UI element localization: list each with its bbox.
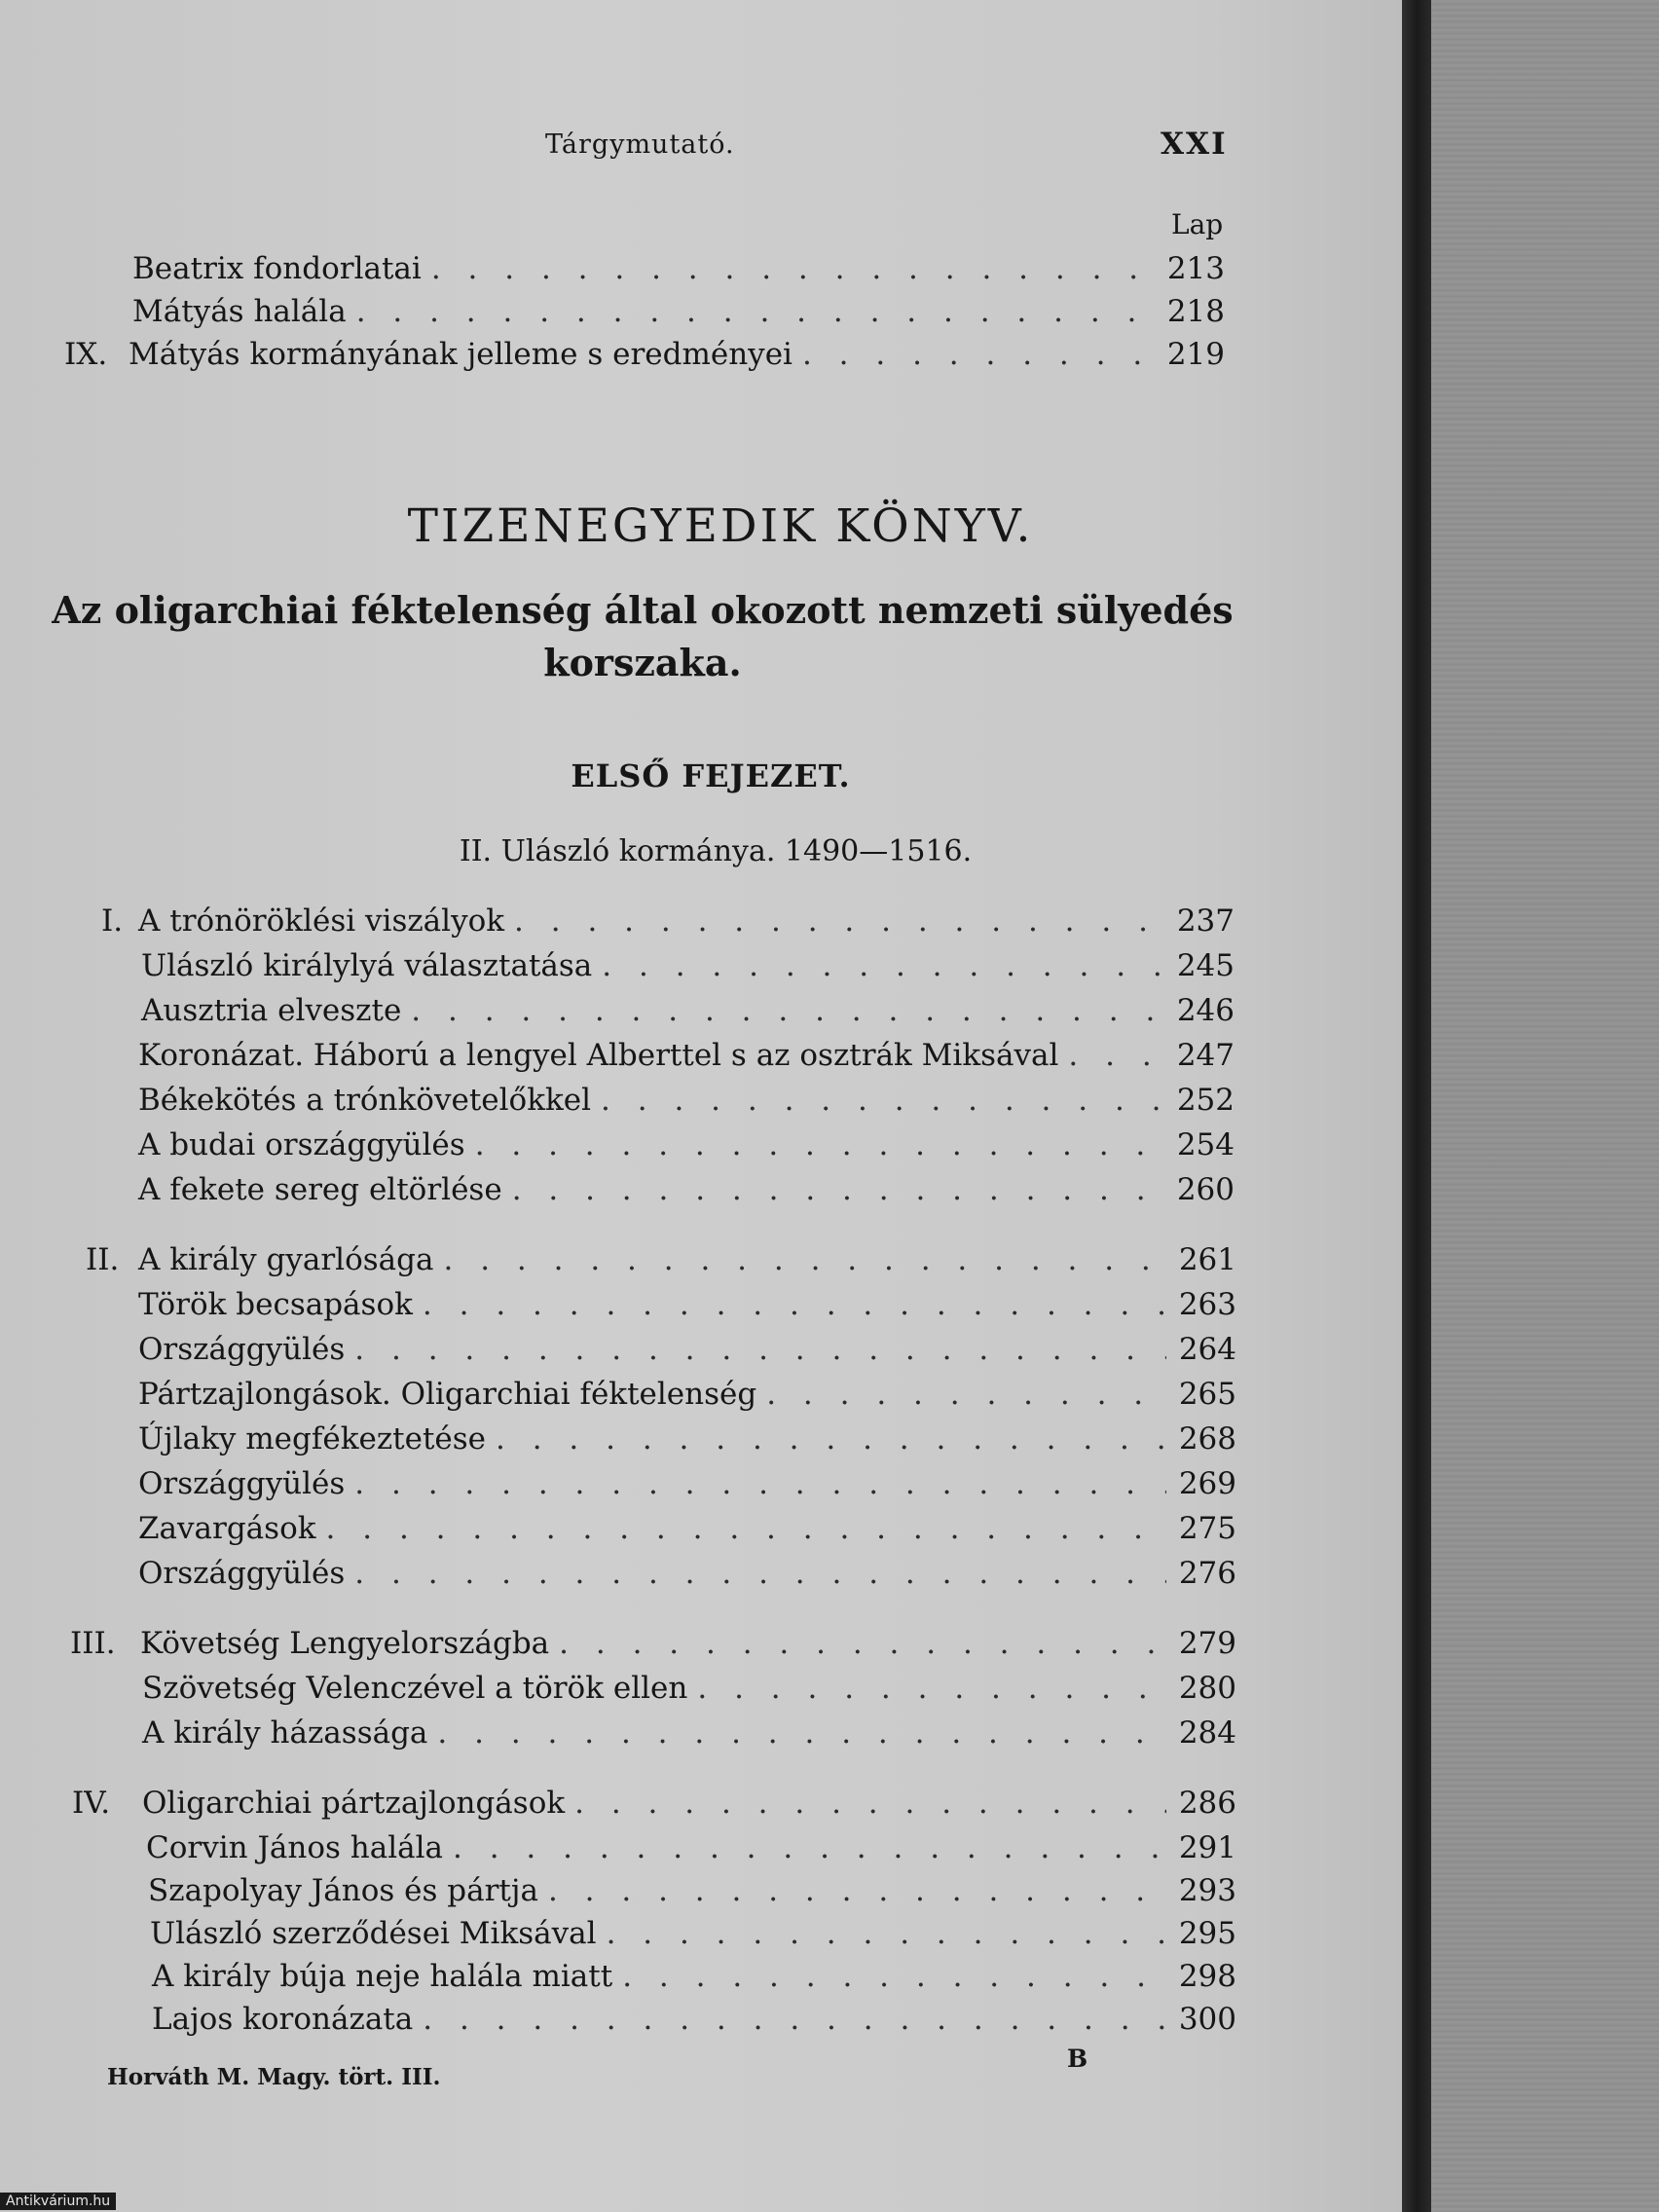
toc-entry-page: 265 xyxy=(1178,1377,1236,1412)
book-subtitle: Az oligarchiai féktelenség által okozott nemzeti sülyedés korszaka. xyxy=(52,588,1234,684)
section-heading: II. Ulászló kormánya. 1490—1516. xyxy=(459,834,973,868)
toc-entry-number: I. xyxy=(101,903,124,939)
toc-entry-page: 247 xyxy=(1176,1038,1235,1073)
watermark: Antikvárium.hu xyxy=(0,2193,116,2210)
leader-dots xyxy=(766,1377,1166,1412)
toc-entry xyxy=(146,1830,1236,1873)
toc-entry-label: Országgyülés xyxy=(138,1466,346,1501)
toc-entry xyxy=(138,1511,1236,1554)
leader-dots xyxy=(423,2002,1166,2037)
toc-entry-page: 275 xyxy=(1178,1511,1236,1546)
leader-dots xyxy=(602,948,1164,983)
toc-entry xyxy=(64,337,1225,380)
leader-dots xyxy=(607,1916,1166,1951)
leader-dots xyxy=(354,1332,1166,1367)
leader-dots xyxy=(326,1511,1166,1546)
toc-entry-page: 286 xyxy=(1178,1786,1236,1821)
toc-entry xyxy=(141,948,1235,991)
toc-entry-label: A király házassága xyxy=(142,1715,428,1751)
toc-entry-label: Országgyülés xyxy=(138,1556,346,1591)
toc-entry-label: A trónöröklési viszályok xyxy=(138,903,505,939)
toc-entry-page: 300 xyxy=(1178,2002,1236,2037)
toc-entry-page: 264 xyxy=(1178,1332,1236,1367)
running-head: Tárgymutató. xyxy=(545,129,735,160)
toc-entry xyxy=(72,1786,1236,1828)
toc-entry-page: 252 xyxy=(1176,1083,1235,1118)
toc-entry-page: 213 xyxy=(1166,251,1225,286)
toc-entry-label: Koronázat. Háború a lengyel Alberttel s az osztrák Miksával xyxy=(138,1038,1059,1073)
toc-entry xyxy=(152,1959,1236,2002)
leader-dots xyxy=(423,1287,1166,1322)
toc-entry xyxy=(138,1172,1235,1215)
toc-entry-page: 237 xyxy=(1176,903,1235,939)
toc-entry-label: A fekete sereg eltörlése xyxy=(138,1172,502,1207)
toc-entry-page: 269 xyxy=(1178,1466,1236,1501)
toc-entry-label: Szapolyay János és pártja xyxy=(148,1873,538,1908)
leader-dots xyxy=(431,251,1155,286)
toc-entry xyxy=(138,1287,1236,1330)
toc-entry-page: 260 xyxy=(1176,1172,1235,1207)
toc-entry-number: III. xyxy=(70,1626,116,1661)
toc-entry-page: 279 xyxy=(1178,1626,1236,1661)
leader-dots xyxy=(496,1421,1166,1456)
toc-entry-label: Oligarchiai pártzajlongások xyxy=(142,1786,566,1821)
toc-entry-label: Békekötés a trónkövetelőkkel xyxy=(138,1083,592,1118)
toc-entry xyxy=(138,1127,1235,1170)
toc-entry-number: IV. xyxy=(72,1786,111,1821)
toc-entry-page: 295 xyxy=(1178,1916,1236,1951)
toc-entry-page: 218 xyxy=(1166,294,1225,329)
toc-entry-label: Zavargások xyxy=(138,1511,316,1546)
leader-dots xyxy=(512,1172,1164,1207)
toc-entry xyxy=(70,1626,1236,1669)
toc-entry-label: Mátyás halála xyxy=(132,294,347,329)
leader-dots xyxy=(548,1873,1166,1908)
toc-entry xyxy=(138,1556,1236,1599)
leader-dots xyxy=(453,1830,1166,1865)
leader-dots xyxy=(559,1626,1166,1661)
leader-dots xyxy=(354,1556,1166,1591)
page-numeral: XXI xyxy=(1161,127,1228,162)
toc-entry-label: Corvin János halála xyxy=(146,1830,443,1865)
toc-entry-page: 245 xyxy=(1176,948,1235,983)
toc-entry-page: 291 xyxy=(1178,1830,1236,1865)
toc-entry xyxy=(138,1083,1235,1125)
toc-entry-label: Pártzajlongások. Oligarchiai féktelenség xyxy=(138,1377,757,1412)
toc-entry-label: A király búja neje halála miatt xyxy=(152,1959,613,1994)
toc-entry-page: 263 xyxy=(1178,1287,1236,1322)
toc-entry xyxy=(138,1421,1236,1464)
toc-entry-number: II. xyxy=(86,1242,120,1277)
toc-entry-label: Mátyás kormányának jelleme s eredményei xyxy=(129,337,793,372)
toc-entry-page: 246 xyxy=(1176,993,1235,1028)
toc-entry-label: Ulászló szerződései Miksával xyxy=(150,1916,597,1951)
leader-dots xyxy=(475,1127,1164,1162)
toc-entry-number: IX. xyxy=(64,337,108,372)
book-back-cover xyxy=(1431,0,1659,2212)
toc-entry-page: 261 xyxy=(1178,1242,1236,1277)
toc-entry-page: 298 xyxy=(1178,1959,1236,1994)
toc-entry xyxy=(86,1242,1236,1285)
toc-entry xyxy=(152,2002,1236,2045)
toc-entry xyxy=(148,1873,1236,1916)
leader-dots xyxy=(601,1083,1164,1118)
leader-dots xyxy=(443,1242,1166,1277)
leader-dots xyxy=(697,1671,1166,1706)
toc-entry-page: 293 xyxy=(1178,1873,1236,1908)
toc-entry-label: A király gyarlósága xyxy=(138,1242,434,1277)
toc-entry-page: 280 xyxy=(1178,1671,1236,1706)
leader-dots xyxy=(354,1466,1166,1501)
toc-entry xyxy=(101,903,1235,946)
signature-mark: B xyxy=(1067,2045,1088,2073)
toc-entry-page: 219 xyxy=(1166,337,1225,372)
toc-entry-label: Beatrix fondorlatai xyxy=(132,251,422,286)
leader-dots xyxy=(514,903,1164,939)
toc-entry-label: Lajos koronázata xyxy=(152,2002,414,2037)
leader-dots xyxy=(437,1715,1166,1751)
page-column-label: Lap xyxy=(1171,208,1224,240)
book-spine xyxy=(1402,0,1431,2212)
leader-dots xyxy=(1068,1038,1164,1073)
toc-entry xyxy=(138,1466,1236,1509)
toc-entry-label: Szövetség Velenczével a török ellen xyxy=(142,1671,688,1706)
toc-entry-label: Újlaky megfékeztetése xyxy=(138,1421,487,1456)
toc-entry-page: 276 xyxy=(1178,1556,1236,1591)
toc-entry-label: Török becsapások xyxy=(138,1287,413,1322)
leader-dots xyxy=(802,337,1155,372)
toc-entry-label: Országgyülés xyxy=(138,1332,346,1367)
toc-entry-label: Ulászló királylyá választatása xyxy=(141,948,593,983)
toc-entry xyxy=(142,1671,1236,1714)
toc-entry-page: 284 xyxy=(1178,1715,1236,1751)
leader-dots xyxy=(574,1786,1166,1821)
toc-entry xyxy=(142,1715,1236,1758)
toc-entry-page: 268 xyxy=(1178,1421,1236,1456)
leader-dots xyxy=(622,1959,1166,1994)
toc-entry xyxy=(141,993,1235,1036)
leader-dots xyxy=(411,993,1164,1028)
toc-entry-label: Ausztria elveszte xyxy=(141,993,402,1028)
toc-entry xyxy=(150,1916,1236,1959)
chapter-heading: ELSŐ FEJEZET. xyxy=(571,757,851,794)
toc-entry-page: 254 xyxy=(1176,1127,1235,1162)
book-title: TIZENEGYEDIK KÖNYV. xyxy=(407,499,1034,553)
toc-entry xyxy=(132,294,1225,337)
toc-entry xyxy=(132,251,1225,294)
toc-entry xyxy=(138,1377,1236,1419)
toc-entry-label: A budai országgyülés xyxy=(138,1127,465,1162)
leader-dots xyxy=(356,294,1155,329)
toc-entry xyxy=(138,1038,1235,1081)
footer-imprint: Horváth M. Magy. tört. III. xyxy=(107,2064,441,2090)
toc-entry xyxy=(138,1332,1236,1375)
toc-entry-label: Követség Lengyelországba xyxy=(140,1626,550,1661)
